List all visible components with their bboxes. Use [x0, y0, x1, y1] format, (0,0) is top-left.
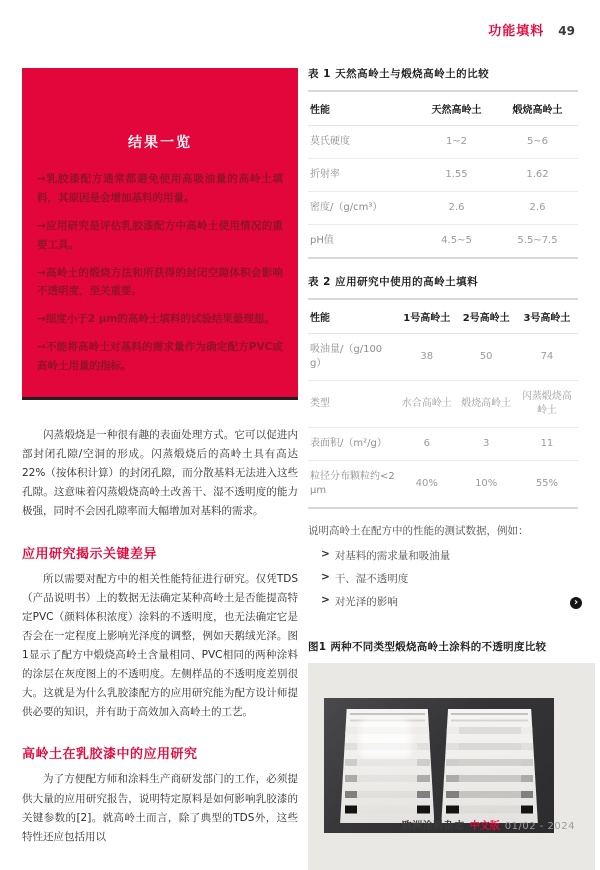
note-text: 干、湿不透明度 — [334, 572, 409, 585]
drawdown-card-left — [340, 709, 434, 824]
cell: 2.6 — [416, 192, 497, 225]
figure1-panel — [308, 663, 595, 870]
card-header-text — [451, 713, 528, 724]
issue-date: 01/02 - 2024 — [504, 821, 575, 832]
cell: 煅烧高岭土 — [456, 381, 515, 428]
header-cell: 性能 — [308, 299, 397, 334]
notes-intro: 说明高岭土在配方中的性能的测试数据，例如： — [308, 525, 529, 537]
cell: 1.55 — [416, 159, 497, 192]
gt-bullet: > — [321, 570, 330, 583]
table-row — [308, 461, 578, 509]
results-summary-box — [22, 68, 298, 400]
cell: 4.5~5 — [416, 225, 497, 259]
cell: 55% — [516, 461, 578, 509]
drawdown-card-right — [441, 709, 538, 824]
cell: 表面积/（m²/g） — [308, 428, 397, 461]
body-paragraph: 为了方便配方师和涂料生产商研发部门的工作，必须提供大量的应用研究报告，说明特定原料是如何影响乳胶漆的关键参数的[2]。就高岭土而言，除了典型的TDS外，这些特性还应包括用以 — [22, 773, 298, 843]
header-cell: 煅烧高岭土 — [497, 91, 578, 126]
cell: pH值 — [308, 225, 416, 259]
results-bullet: →细度小于2 μm的高岭土填料的试验结果最理想。 — [37, 313, 275, 326]
contrast-stripes — [447, 727, 532, 817]
cell: 50 — [456, 334, 515, 381]
table-row — [308, 159, 578, 192]
results-bullet: →不能将高岭土对基料的需求量作为确定配方PVC或高岭土用量的指标。 — [37, 341, 283, 373]
table-row — [308, 428, 578, 461]
cell: 闪蒸煅烧高岭土 — [516, 381, 578, 428]
cell: 6 — [397, 428, 456, 461]
header-cell: 天然高岭土 — [416, 91, 497, 126]
header-cell: 3号高岭土 — [516, 299, 578, 334]
cell: 密度/（g/cm³） — [308, 192, 416, 225]
table-kaolin-fillers — [308, 298, 578, 509]
results-box-title: 结果一览 — [128, 135, 192, 151]
header-cell: 2号高岭土 — [456, 299, 515, 334]
gt-bullet: > — [321, 547, 330, 560]
cell: 10% — [456, 461, 515, 509]
table-row — [308, 192, 578, 225]
table1-title: 表 1 天然高岭土与煅烧高岭土的比较 — [308, 68, 490, 80]
cell: 2.6 — [497, 192, 578, 225]
section-heading: 高岭土在乳胶漆中的应用研究 — [22, 747, 198, 763]
cell: 3 — [456, 428, 515, 461]
gray-scale-swatches — [345, 727, 357, 817]
contrast-stripes — [346, 727, 429, 817]
left-column — [22, 68, 298, 847]
cell: 粒径分布颗粒约<2 μm — [308, 461, 397, 509]
note-text: 对光泽的影响 — [334, 595, 398, 608]
figure1-photo — [324, 698, 554, 833]
figure1-caption: 图1 两种不同类型煅烧高岭土涂料的不透明度比较 — [308, 640, 547, 653]
edition-label: 中文版 — [469, 821, 500, 832]
test-data-notes — [308, 523, 578, 609]
table-row — [308, 381, 578, 428]
cell: 1.62 — [497, 159, 578, 192]
table2-title: 表 2 应用研究中使用的高岭土填料 — [308, 276, 479, 288]
results-bullet: →乳胶漆配方通常都避免使用高吸油量的高岭土填料，其原因是会增加基料的用量。 — [37, 173, 283, 204]
results-bullet: →应用研究是评估乳胶漆配方中高岭土使用情况的重要工具。 — [37, 219, 283, 251]
note-text: 对基料的需求量和吸油量 — [334, 549, 451, 562]
cell: 水合高岭土 — [397, 381, 456, 428]
body-paragraph: 所以需要对配方中的相关性能特征进行研究。仅凭TDS（产品说明书）上的数据无法确定某种高岭土是否能提高特定PVC（颜料体积浓度）涂料的不透明度，也无法确定它是否会在一定程度上影响光泽度的调整，例如天鹅绒光泽。图1显示了配方中煅烧高岭土含量相同、PVC相同的两种涂料的涂层在灰度图上的不透明度。左侧样品的不透明度差别很大。这就是为什么乳胶漆配方的应用研究能为配方设计师提供必要的知识，并有助于高效加入高岭土的工艺。 — [22, 572, 298, 719]
gray-scale-swatches — [521, 727, 534, 817]
table-row — [308, 225, 578, 259]
page-footer — [402, 817, 575, 832]
cell: 5.5~7.5 — [497, 225, 578, 259]
cell: 11 — [516, 428, 578, 461]
page-number: 49 — [558, 24, 575, 38]
section-label: 功能填料 — [488, 24, 545, 39]
table-row — [308, 126, 578, 159]
note-item — [321, 548, 578, 563]
right-column — [308, 66, 578, 870]
gray-scale-swatches — [417, 727, 429, 817]
table-row — [308, 334, 578, 381]
header-cell: 性能 — [308, 91, 416, 126]
cell: 折射率 — [308, 159, 416, 192]
gray-scale-swatches — [446, 727, 459, 817]
note-item — [321, 571, 578, 586]
cell: 莫氏硬度 — [308, 126, 416, 159]
cell: 5~6 — [497, 126, 578, 159]
cell: 类型 — [308, 381, 397, 428]
note-item — [321, 594, 578, 609]
cell: 1~2 — [416, 126, 497, 159]
gt-bullet: > — [321, 593, 330, 606]
cell: 吸油量/（g/100 g） — [308, 334, 397, 381]
results-bullet: →高岭土的煅烧方法和所获得的封闭空隙体积会影响不透明度，至关重要。 — [37, 266, 283, 298]
section-heading: 应用研究揭示关键差异 — [22, 546, 158, 562]
body-paragraph: 闪蒸煅烧是一种很有趣的表面处理方式。它可以促进内部封闭孔隙/空洞的形成。闪蒸煅烧后的高岭土具有高达22%（按体积计算）的封闭孔隙，而分散基料无法进入这些孔隙。这意味着闪蒸煅烧高岭土改善干、湿不透明度的能力极强，同时不会因孔隙率而大幅增加对基料的需求。 — [22, 429, 298, 518]
cell: 74 — [516, 334, 578, 381]
cell: 38 — [397, 334, 456, 381]
continue-arrow-icon: › — [570, 597, 582, 609]
page-header — [488, 20, 575, 39]
header-cell: 1号高岭土 — [397, 299, 456, 334]
table-natural-vs-calcined — [308, 90, 578, 259]
cell: 40% — [397, 461, 456, 509]
journal-name: 欧洲涂料杂志 — [401, 821, 465, 832]
